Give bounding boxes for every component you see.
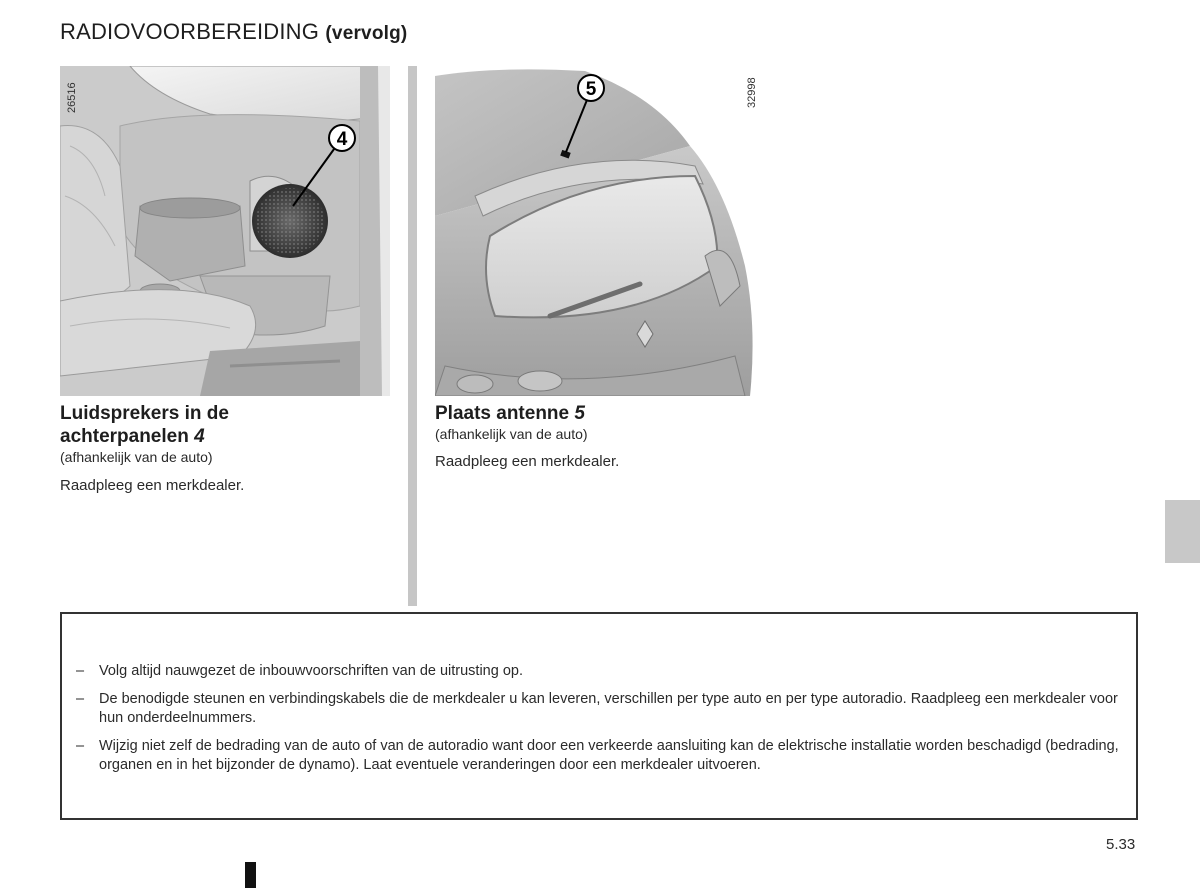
caption-antenna xyxy=(435,402,585,425)
caption-antenna-text: Plaats antenne xyxy=(435,403,570,424)
caption-speakers-line1: Luidsprekers in de xyxy=(60,403,229,424)
list-item-text: Wijzig niet zelf de bedrading van de auto of van de autoradio want door een verkeerde aansluiting kan de elektrische installatie worden beschadigd (bedrading, organen en in het bijzonder de dynamo). Laat eventuele veranderingen door een merkdealer uitvoeren. xyxy=(99,738,1119,773)
list-item xyxy=(76,662,1132,681)
list-item xyxy=(76,690,1132,728)
caption-speakers-number: 4 xyxy=(194,426,205,447)
figure-ref-1: 26516 xyxy=(66,82,78,113)
column-divider xyxy=(408,66,417,606)
list-item-text: De benodigde steunen en verbindingskabels die de merkdealer u kan leveren, verschillen per type auto en per type autoradio. Raadpleeg een merkdealer voor hun onderdeelnummers. xyxy=(99,691,1118,726)
chapter-tab xyxy=(1165,500,1200,563)
antenna-availability-note: (afhankelijk van de auto) xyxy=(435,426,588,442)
antenna-drawing xyxy=(435,66,760,396)
list-item-text: Volg altijd nauwgezet de inbouwvoorschriften van de uitrusting op. xyxy=(99,663,523,679)
list-dash: – xyxy=(76,663,85,679)
notes-list xyxy=(76,662,1132,784)
caption-antenna-number: 5 xyxy=(574,403,585,424)
list-dash: – xyxy=(76,738,85,754)
rear-speaker-drawing xyxy=(60,66,390,396)
list-item xyxy=(76,737,1132,775)
caption-speakers-text: achterpanelen xyxy=(60,426,189,447)
rear-speaker-illustration xyxy=(60,66,390,396)
caption-speakers xyxy=(60,402,229,448)
figure-ref-2: 32998 xyxy=(746,77,758,108)
speakers-body-text: Raadpleeg een merkdealer. xyxy=(60,477,245,494)
antenna-body-text: Raadpleeg een merkdealer. xyxy=(435,453,620,470)
page-subtitle: (vervolg) xyxy=(325,23,408,44)
list-dash: – xyxy=(76,691,85,707)
antenna-illustration xyxy=(435,66,760,396)
caption-speakers-line2 xyxy=(60,425,229,448)
page-title-text: RADIOVOORBEREIDING xyxy=(60,19,320,44)
warning-notes-box xyxy=(60,612,1138,820)
page-title xyxy=(60,19,407,45)
callout-4: 4 xyxy=(336,129,348,150)
page-number: 5.33 xyxy=(1106,836,1136,853)
callout-5: 5 xyxy=(585,79,597,100)
speakers-availability-note: (afhankelijk van de auto) xyxy=(60,449,213,465)
print-registration-mark xyxy=(245,862,256,888)
